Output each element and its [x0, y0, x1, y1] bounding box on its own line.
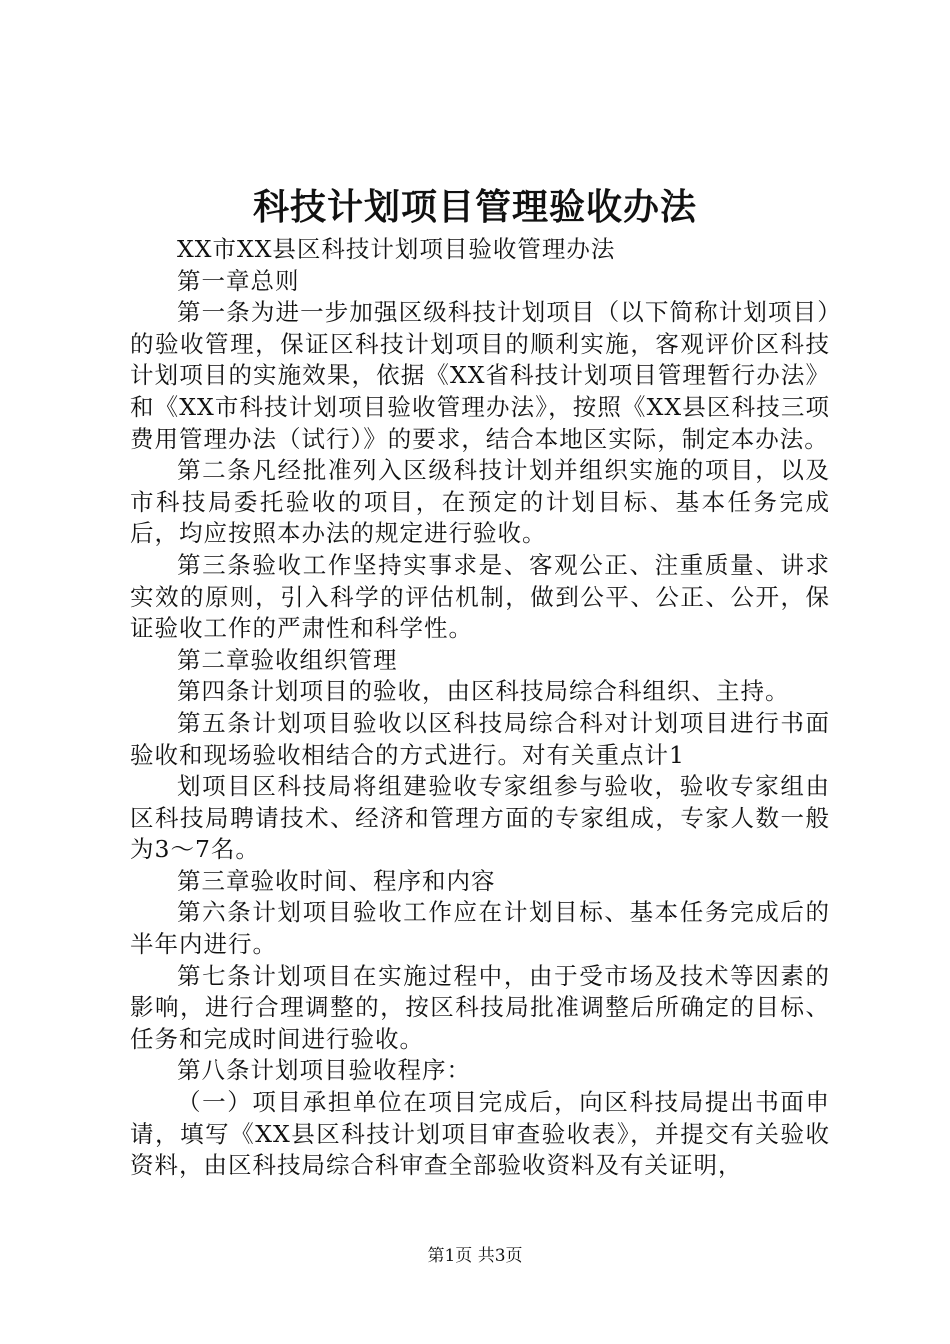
- subtitle-paragraph: XX市XX县区科技计划项目验收管理办法: [177, 235, 616, 263]
- article-paragraph: 第五条计划项目验收以区科技局综合科对计划项目进行书面验收和现场验收相结合的方式进行。对有关重点计1: [130, 708, 830, 769]
- article-paragraph: 第一条为进一步加强区级科技计划项目（以下简称计划项目）的验收管理，保证区科技计划项目的顺利实施，客观评价区科技计划项目的实施效果，依据《XX省科技计划项目管理暂行办法》和《XX市科技计划项目验收管理办法》，按照《XX县区科技三项费用管理办法（试行）》的要求，结合本地区实际，制定本办法。: [130, 298, 830, 453]
- article-paragraph: 第四条计划项目的验收，由区科技局综合科组织、主持。: [177, 677, 790, 706]
- page-number-footer: 第1页 共3页: [427, 1246, 523, 1266]
- article-paragraph: （一）项目承担单位在项目完成后，向区科技局提出书面申请，填写《XX县区科技计划项目审查验收表》，并提交有关验收资料，由区科技局综合科审查全部验收资料及有关证明，: [130, 1088, 830, 1180]
- chapter-heading: 第一章总则: [177, 266, 300, 295]
- article-paragraph: 第六条计划项目验收工作应在计划目标、基本任务完成后的半年内进行。: [130, 898, 830, 959]
- article-paragraph: 第三条验收工作坚持实事求是、客观公正、注重质量、讲求实效的原则，引入科学的评估机制，做到公平、公正、公开，保证验收工作的严肃性和科学性。: [130, 550, 830, 643]
- document-title: 科技计划项目管理验收办法: [252, 187, 697, 228]
- article-paragraph: 划项目区科技局将组建验收专家组参与验收，验收专家组由区科技局聘请技术、经济和管理方面的专家组成，专家人数一般为3～7名。: [130, 772, 830, 864]
- article-paragraph: 第八条计划项目验收程序：: [177, 1056, 471, 1085]
- chapter-heading: 第二章验收组织管理: [177, 645, 398, 674]
- article-paragraph: 第二条凡经批准列入区级科技计划并组织实施的项目，以及市科技局委托验收的项目，在预定的计划目标、基本任务完成后，均应按照本办法的规定进行验收。: [130, 456, 830, 548]
- chapter-heading: 第三章验收时间、程序和内容: [177, 866, 496, 895]
- document-body: [130, 234, 830, 1182]
- article-paragraph: 第七条计划项目在实施过程中，由于受市场及技术等因素的影响，进行合理调整的，按区科技局批准调整后所确定的目标、任务和完成时间进行验收。: [130, 961, 830, 1053]
